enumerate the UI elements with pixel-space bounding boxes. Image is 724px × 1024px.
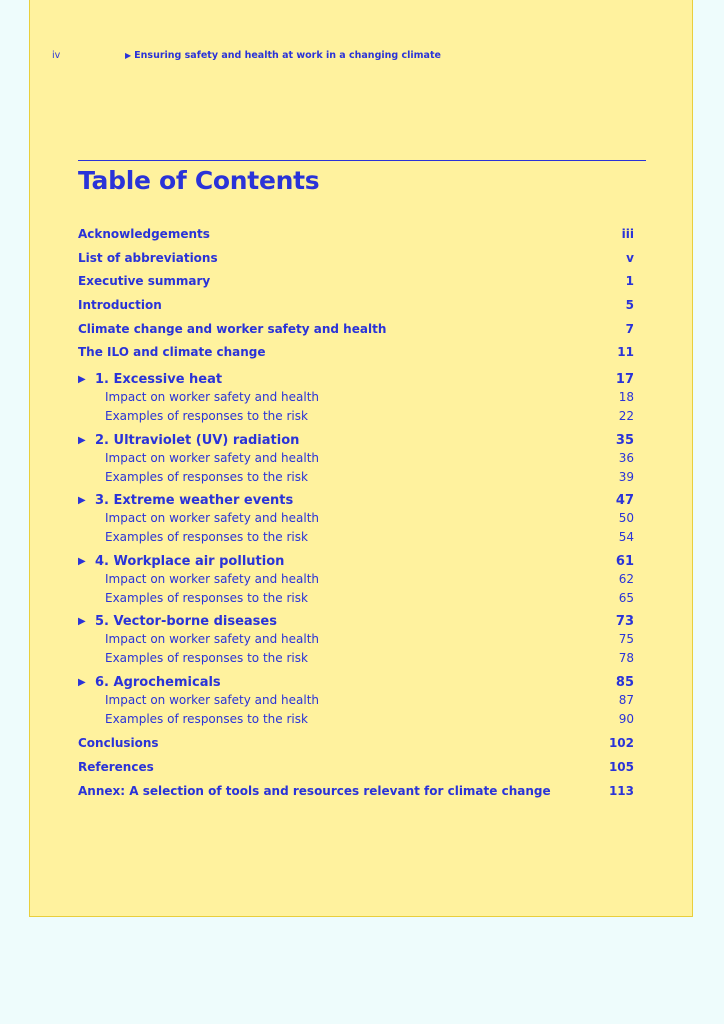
toc-entry-page: 73 (615, 614, 634, 630)
toc-entry-label: 4. Workplace air pollution (95, 553, 285, 569)
toc-entry-page: 22 (618, 409, 634, 424)
toc-entry-label: Impact on worker safety and health (105, 450, 320, 465)
toc-chapter[interactable] (78, 432, 634, 450)
play-arrow-icon: ▶ (78, 434, 86, 446)
toc-entry-label: Executive summary (78, 274, 211, 289)
toc-entry-page: v (626, 250, 634, 265)
toc-entry-label: Climate change and worker safety and health (78, 321, 387, 336)
toc-entry-page: 75 (618, 632, 634, 647)
play-arrow-icon: ▶ (78, 616, 86, 628)
toc-entry[interactable] (78, 248, 634, 272)
toc-entry-page: 50 (618, 511, 634, 526)
toc-entry-label: 3. Extreme weather events (95, 493, 294, 509)
toc-subentry[interactable] (78, 709, 634, 730)
running-title-text: Ensuring safety and health at work in a changing climate (134, 50, 441, 61)
toc-entry-page: 85 (615, 674, 634, 690)
table-of-contents (78, 224, 634, 804)
toc-entry-label: Impact on worker safety and health (105, 571, 320, 586)
toc-entry-label: Examples of responses to the risk (105, 530, 308, 545)
toc-entry-page: 7 (625, 321, 634, 336)
document-page (29, 0, 693, 917)
toc-subentry[interactable] (78, 467, 634, 488)
toc-entry[interactable] (78, 733, 634, 757)
toc-entry-label: References (78, 759, 154, 774)
toc-subentry[interactable] (78, 389, 634, 406)
toc-entry[interactable] (78, 757, 634, 781)
toc-entry-page: 17 (615, 372, 634, 388)
toc-subentry[interactable] (78, 571, 634, 588)
toc-entry-page: 39 (618, 469, 634, 484)
toc-entry-page: 102 (608, 736, 634, 751)
toc-chapter[interactable] (78, 492, 634, 510)
toc-entry-label: Examples of responses to the risk (105, 590, 308, 605)
page-number: iv (52, 50, 61, 61)
toc-entry-label: Introduction (78, 298, 162, 313)
toc-entry-label: 6. Agrochemicals (95, 674, 221, 690)
toc-entry-label: Examples of responses to the risk (105, 469, 308, 484)
toc-chapter[interactable] (78, 371, 634, 389)
toc-entry-page: 35 (615, 432, 634, 448)
running-title (125, 49, 441, 63)
toc-entry-label: Annex: A selection of tools and resources relevant for climate change (78, 783, 551, 798)
toc-subentry[interactable] (78, 510, 634, 527)
toc-entry[interactable] (78, 319, 634, 343)
toc-entry-page: 54 (618, 530, 634, 545)
toc-entry-page: 105 (608, 759, 634, 774)
toc-entry-label: The ILO and climate change (78, 345, 266, 360)
toc-entry[interactable] (78, 781, 634, 805)
toc-subentry[interactable] (78, 631, 634, 648)
toc-entry-label: Examples of responses to the risk (105, 651, 308, 666)
toc-entry-page: 62 (618, 571, 634, 586)
toc-entry-page: 36 (618, 450, 634, 465)
toc-entry[interactable] (78, 271, 634, 295)
page-title: Table of Contents (78, 166, 320, 195)
toc-entry[interactable] (78, 224, 634, 248)
play-arrow-icon: ▶ (78, 555, 86, 567)
toc-entry-page: 61 (615, 553, 634, 569)
toc-entry-label: 2. Ultraviolet (UV) radiation (95, 432, 300, 448)
title-rule (78, 160, 646, 161)
play-arrow-icon: ▶ (78, 495, 86, 507)
toc-entry-page: 87 (618, 692, 634, 707)
toc-entry-page: iii (621, 227, 634, 241)
toc-entry-page: 5 (625, 298, 634, 313)
toc-entry-page: 11 (617, 345, 634, 360)
toc-entry-label: List of abbreviations (78, 250, 218, 265)
arrow-icon: ▶ (125, 51, 132, 60)
toc-entry-label: 5. Vector-borne diseases (95, 614, 277, 630)
toc-entry-label: Impact on worker safety and health (105, 511, 320, 526)
toc-entry-page: 90 (618, 711, 634, 726)
play-arrow-icon: ▶ (78, 676, 86, 688)
toc-entry-label: Impact on worker safety and health (105, 390, 320, 405)
toc-entry-page: 78 (618, 651, 634, 666)
toc-subentry[interactable] (78, 450, 634, 467)
toc-entry-page: 113 (608, 783, 634, 798)
toc-subentry[interactable] (78, 527, 634, 548)
toc-entry-label: Impact on worker safety and health (105, 692, 320, 707)
running-head (52, 49, 672, 63)
toc-entry[interactable] (78, 295, 634, 319)
toc-entry-label: 1. Excessive heat (95, 372, 223, 388)
toc-entry-page: 18 (618, 390, 634, 405)
toc-entry-label: Conclusions (78, 736, 159, 751)
toc-subentry[interactable] (78, 692, 634, 709)
toc-entry-label: Examples of responses to the risk (105, 409, 308, 424)
toc-subentry[interactable] (78, 406, 634, 427)
toc-entry-page: 47 (615, 493, 634, 509)
toc-entry-label: Acknowledgements (78, 227, 210, 241)
toc-chapter[interactable] (78, 674, 634, 692)
toc-chapter[interactable] (78, 613, 634, 631)
toc-subentry[interactable] (78, 588, 634, 609)
toc-entry-label: Examples of responses to the risk (105, 711, 308, 726)
play-arrow-icon: ▶ (78, 374, 86, 386)
toc-entry-page: 1 (625, 274, 634, 289)
toc-subentry[interactable] (78, 648, 634, 669)
toc-entry[interactable] (78, 342, 634, 366)
toc-chapter[interactable] (78, 553, 634, 571)
toc-entry-page: 65 (618, 590, 634, 605)
toc-entry-label: Impact on worker safety and health (105, 632, 320, 647)
